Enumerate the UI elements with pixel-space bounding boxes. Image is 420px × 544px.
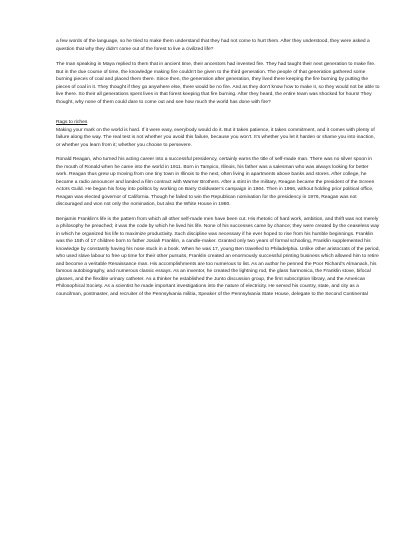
- paragraph: Benjamin Franklin’s life is the pattern from which all other self-made men have been cut. His rhetoric of hard work, ambition, and thrift was not merely a philosophy he preached; it was the code by which he lived his life. None of his successes came by chance; they were created by the ceaseless way in which he organized his life to maximize productivity. Such discipline was necessary if he ever hoped to rise from his humble beginnings. Franklin was the 15th of 17 children born to father Josiah Franklin, a candle-maker. Granted only two years of formal schooling, Franklin supplemented his knowledge by constantly having his nose stuck in a book. When he was 17, young Ben travelled to Philadelphia. Unlike other aristocrats of the period, who used slave labour to free up time for their other pursuits, Franklin created an enormously successful printing business which allowed him to retire and become a veritable Renaissance man. His accomplishments are too numerous to list. As an author he penned the Poor Richard’s Almanack, his famous autobiography, and numerous classic essays. As an inventor, he created the lightning rod, the glass harmonica, the Franklin stove, bifocal glasses, and the flexible urinary catheter. As a thinker he established the Junto discussion group, the first subscription library, and the American Philosophical Society. As a scientist he made important investigations into the nature of electricity. He served his country, state, and city as a councilman, postmaster, and recruiter of the Pennsylvania militia, Speaker of the Pennsylvania State House, delegate to the Second Continental: [56, 216, 380, 297]
- paragraph: Making your mark on the world is hard. If it were easy, everybody would do it. But it takes patience, it takes commitment, and it comes with plenty of failure along the way. The real test is not whether you avoid this failure, because you won’t. It’s whether you let it harden or shame you into inaction, or whether you learn from it; whether you choose to persevere.: [56, 127, 375, 148]
- paragraph: The man speaking in Maya replied to them that in ancient time, their ancestors had invented fire. They had taught their next generation to make fire. But in the due course of time, the knowledge making fire couldn’t be given to the third generation. The people of that generation gathered some burning pieces of coal and placed them there. Since then, the generation after generation, they lived there keeping the fire burning by putting the pieces of coal in it. They thought if they go anywhere else, there would be no fire. And as they don’t know how to make it, so they would not be able to live there. So their all generations spent lives in that forest keeping that fire burning. After they heard, the entire team was shocked for hours! They thought, why none of them could dare to come out and see how much the world has done with fire?: [56, 62, 380, 105]
- paragraph: Ronald Reagan, who turned his acting career into a successful presidency, certainly earns the title of self-made man. There was no silver spoon in the mouth of Ronald when he came into the world in 1911. Born in Tampico, Illinois, his father was a salesman who was always looking for better work. Reagan thus grew up moving from one tiny town in Illinois to the next, often living in apartments above banks and stores. After college, he became a radio announcer and landed a film contract with Warner Brothers. After a stint in the military, Reagan became the president of the Screen Actors Guild. He began his foray into politics by working on Barry Goldwater’s campaign in 1964. Then in 1966, without holding prior political office, Reagan was elected governor of California. Though he failed to win the Republican nomination for the presidency in 1976, Reagan was not discouraged and won not only the nomination, but also the White House in 1980.: [56, 157, 375, 207]
- paragraph: a few words of the language, so he tried to make them understand that they had not come to hurt them. After they understood, they were asked a question that why they didn’t come out of the forest to live a civilized life?: [56, 39, 370, 52]
- section-heading: Rags to riches: [56, 120, 88, 125]
